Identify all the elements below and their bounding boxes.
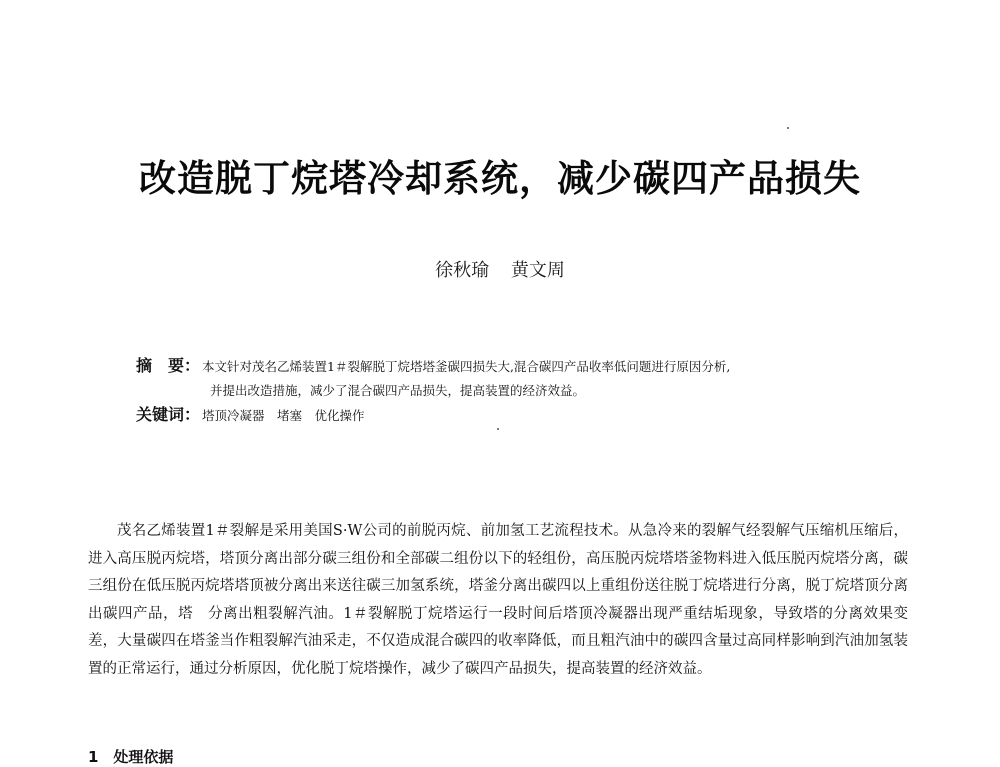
paper-title: 改造脱丁烷塔冷却系统，减少碳四产品损失 (139, 157, 861, 200)
author-list (0, 256, 1000, 282)
section-heading: 1 处理依据 (88, 748, 174, 766)
abstract-label: 摘 要： (136, 356, 201, 375)
body-paragraph: 茂名乙烯装置1＃裂解是采用美国S·W公司的前脱丙烷、前加氢工艺流程技术。从急冷来的裂解气经裂解气压缩机压缩后，进入高压脱丙烷塔，塔顶分离出部分碳三组份和全部碳二组份以下的轻组份，高压脱丙烷塔塔釜物料进入低压脱丙烷塔分离，碳三组份在低压脱丙烷塔塔顶被分离出来送往碳三加氢系统，塔釜分离出碳四以上重组份送往脱丁烷塔进行分离，脱丁烷塔顶分离出碳四产品，塔 分离出粗裂解汽油。1＃裂解脱丁烷塔运行一段时间后塔顶冷凝器出现严重结垢现象，导致塔的分离效果变差，大量碳四在塔釜当作粗裂解汽油采走，不仅造成混合碳四的收率降低，而且粗汽油中的碳四含量过高同样影响到汽油加氢装置的正常运行，通过分析原因，优化脱丁烷塔操作，减少了碳四产品损失，提高装置的经济效益。 (88, 523, 908, 677)
abstract-section (136, 354, 876, 428)
author-name: 徐秋瑜 (435, 260, 490, 281)
keywords-text: 塔顶冷凝器 堵塞 优化操作 (202, 408, 365, 423)
scan-speck (787, 127, 789, 129)
abstract-continuation: 并提出改造措施，减少了混合碳四产品损失，提高装置的经济效益。 (210, 383, 586, 398)
keywords-label: 关键词： (136, 405, 201, 424)
abstract-text: 本文针对茂名乙烯装置1＃裂解脱丁烷塔塔釜碳四损失大,混合碳四产品收率低问题进行原因分析, (202, 359, 731, 374)
abstract-line (136, 354, 876, 379)
author-name: 黄文周 (510, 260, 565, 281)
scan-speck (497, 428, 499, 430)
keywords-line (136, 403, 876, 428)
